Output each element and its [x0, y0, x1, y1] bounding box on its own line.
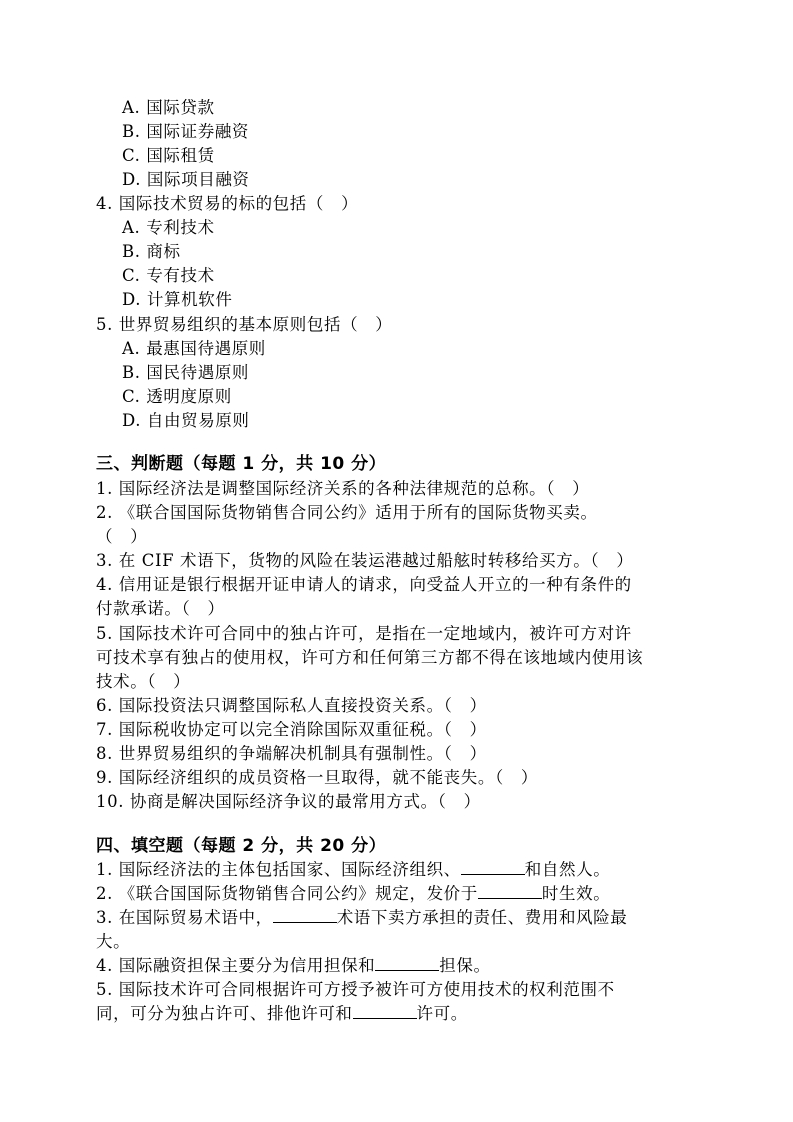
s4-item-4-before: 4. 国际融资担保主要分为信用担保和 [96, 956, 376, 975]
q5-option-a: A. 最惠国待遇原则 [122, 339, 266, 358]
q5-stem: 5. 世界贸易组织的基本原则包括（ ） [96, 315, 393, 334]
s3-line-13: 9. 国际经济组织的成员资格一旦取得，就不能丧失。（ ） [96, 768, 539, 787]
q4-option-a: A. 专利技术 [122, 218, 215, 237]
q5-option-b: B. 国民待遇原则 [122, 363, 250, 382]
s4-item-2-before: 2. 《联合国国际货物销售合同公约》规定，发价于 [96, 884, 478, 903]
s3-line-11: 7. 国际税收协定可以完全消除国际双重征税。（ ） [96, 720, 487, 739]
s4-item-5-cont [96, 1002, 468, 1026]
s4-item-5-after: 许可。 [416, 1004, 468, 1023]
q5-option-d: D. 自由贸易原则 [122, 411, 250, 430]
answer-blank[interactable] [273, 906, 337, 923]
s3-line-8: 可技术享有独占的使用权，许可方和任何第三方都不得在该地域内使用该 [96, 648, 644, 667]
s3-line-7: 5. 国际技术许可合同中的独占许可，是指在一定地域内，被许可方对许 [96, 624, 632, 643]
q3-option-b: B. 国际证券融资 [122, 122, 250, 141]
answer-blank[interactable] [375, 954, 439, 971]
s3-line-4: 3. 在 CIF 术语下，货物的风险在装运港越过船舷时转移给买方。（ ） [96, 551, 634, 570]
s4-item-1 [96, 858, 610, 882]
s3-line-9: 技术。（ ） [96, 672, 191, 691]
s3-line-6: 付款承诺。（ ） [96, 599, 225, 618]
q3-option-a: A. 国际贷款 [122, 98, 215, 117]
q4-option-b: B. 商标 [122, 242, 181, 261]
s3-line-3: （ ） [96, 527, 148, 546]
s4-item-5: 5. 国际技术许可合同根据许可方授予被许可方使用技术的权利范围不 [96, 980, 615, 999]
s3-line-12: 8. 世界贸易组织的争端解决机制具有强制性。（ ） [96, 744, 487, 763]
s3-line-1: 1. 国际经济法是调整国际经济关系的各种法律规范的总称。（ ） [96, 479, 590, 498]
q3-option-c: C. 国际租赁 [122, 146, 215, 165]
section4-title: 四、填空题（每题 2 分，共 20 分） [96, 836, 387, 856]
s3-line-2: 2. 《联合国国际货物销售合同公约》适用于所有的国际货物买卖。 [96, 503, 598, 522]
q4-option-d: D. 计算机软件 [122, 290, 233, 309]
s4-item-3 [96, 906, 627, 930]
s4-item-1-after: 和自然人。 [524, 860, 611, 879]
answer-blank[interactable] [353, 1002, 417, 1019]
s4-item-3-after: 术语下卖方承担的责任、费用和风险最 [336, 908, 628, 927]
s4-item-2-after: 时生效。 [541, 884, 611, 903]
q5-option-c: C. 透明度原则 [122, 387, 232, 406]
q3-option-d: D. 国际项目融资 [122, 170, 250, 189]
answer-blank[interactable] [461, 858, 525, 875]
s4-item-2 [96, 882, 610, 906]
s3-line-5: 4. 信用证是银行根据开证申请人的请求，向受益人开立的一种有条件的 [96, 575, 632, 594]
s3-line-10: 6. 国际投资法只调整国际私人直接投资关系。（ ） [96, 696, 487, 715]
s3-line-14: 10. 协商是解决国际经济争议的最常用方式。（ ） [96, 792, 481, 811]
s4-item-4-after: 担保。 [439, 956, 491, 975]
answer-blank[interactable] [478, 882, 542, 899]
s4-item-3-before: 3. 在国际贸易术语中， [96, 908, 273, 927]
q4-stem: 4. 国际技术贸易的标的包括（ ） [96, 194, 359, 213]
s4-item-3-cont: 大。 [96, 932, 131, 951]
s4-item-5-before: 同，可分为独占许可、排他许可和 [96, 1004, 353, 1023]
section3-title: 三、判断题（每题 1 分，共 10 分） [96, 454, 387, 474]
s4-item-4 [96, 954, 491, 978]
s4-item-1-before: 1. 国际经济法的主体包括国家、国际经济组织、 [96, 860, 461, 879]
q4-option-c: C. 专有技术 [122, 266, 215, 285]
